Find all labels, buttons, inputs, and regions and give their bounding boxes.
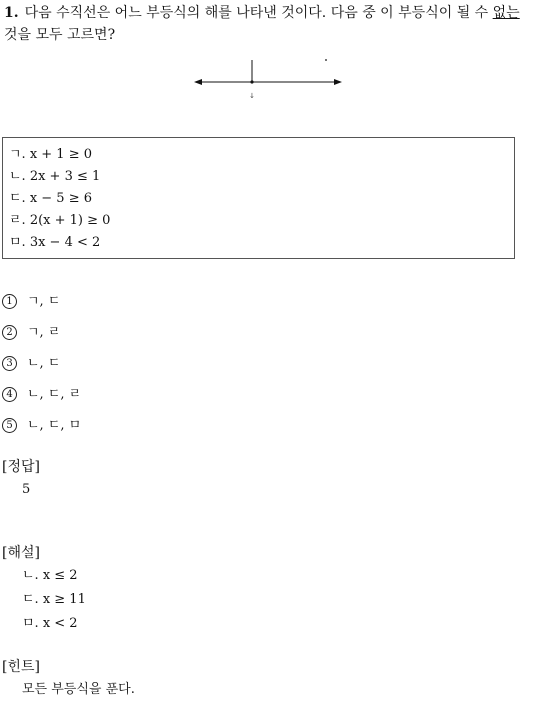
choice-number: 4 <box>2 387 17 402</box>
hint-section <box>2 656 135 702</box>
inequality-item: ㄱ. x + 1 ≥ 0 <box>9 147 93 162</box>
question-text-1: 다음 수직선은 어느 부등식의 해를 나타낸 것이다. 다음 중 이 부등식이 될 수 <box>24 5 493 21</box>
explanation-line: ㄴ. x ≤ 2 <box>22 568 78 583</box>
question <box>4 2 530 46</box>
choice-text: ㄱ, ㄹ <box>27 325 61 340</box>
answer-choices <box>2 291 81 446</box>
choice-2[interactable] <box>2 322 81 353</box>
point-marker <box>250 80 253 83</box>
choice-text: ㄴ, ㄷ, ㄹ <box>27 387 82 402</box>
inequality-box <box>2 137 515 259</box>
question-text-2: 것을 모두 고르면? <box>4 27 116 43</box>
inequality-item: ㄴ. 2x + 3 ≤ 1 <box>9 169 101 184</box>
choice-3[interactable] <box>2 353 81 384</box>
choice-1[interactable] <box>2 291 81 322</box>
hint-text: 모든 부등식을 푼다. <box>22 682 135 697</box>
choice-4[interactable] <box>2 384 81 415</box>
inequality-item: ㅁ. 3x − 4 < 2 <box>9 235 101 250</box>
explanation-line: ㅁ. x < 2 <box>22 616 78 631</box>
choice-number: 2 <box>2 325 17 340</box>
inequality-item: ㄷ. x − 5 ≥ 6 <box>9 191 93 206</box>
choice-text: ㄴ, ㄷ, ㅁ <box>27 418 82 433</box>
question-underlined: 없는 <box>492 5 520 21</box>
hint-heading: [힌트] <box>2 659 40 675</box>
inequality-item: ㄹ. 2(x + 1) ≥ 0 <box>9 213 111 228</box>
answer-value: 5 <box>22 482 31 497</box>
number-line <box>190 56 350 102</box>
explanation-section <box>2 542 86 636</box>
choice-5[interactable] <box>2 415 81 446</box>
question-number: 1. <box>4 5 19 21</box>
answer-section <box>2 456 40 502</box>
choice-text: ㄱ, ㄷ <box>27 294 61 309</box>
tick-label: ↓ <box>249 92 255 100</box>
answer-heading: [정답] <box>2 459 40 475</box>
choice-text: ㄴ, ㄷ <box>27 356 61 371</box>
choice-number: 3 <box>2 356 17 371</box>
right-arrow-icon <box>334 79 342 85</box>
left-arrow-icon <box>194 79 202 85</box>
choice-number: 1 <box>2 294 17 309</box>
explanation-heading: [해설] <box>2 545 40 561</box>
stray-dot <box>325 59 327 61</box>
explanation-line: ㄷ. x ≥ 11 <box>22 592 86 607</box>
choice-number: 5 <box>2 418 17 433</box>
